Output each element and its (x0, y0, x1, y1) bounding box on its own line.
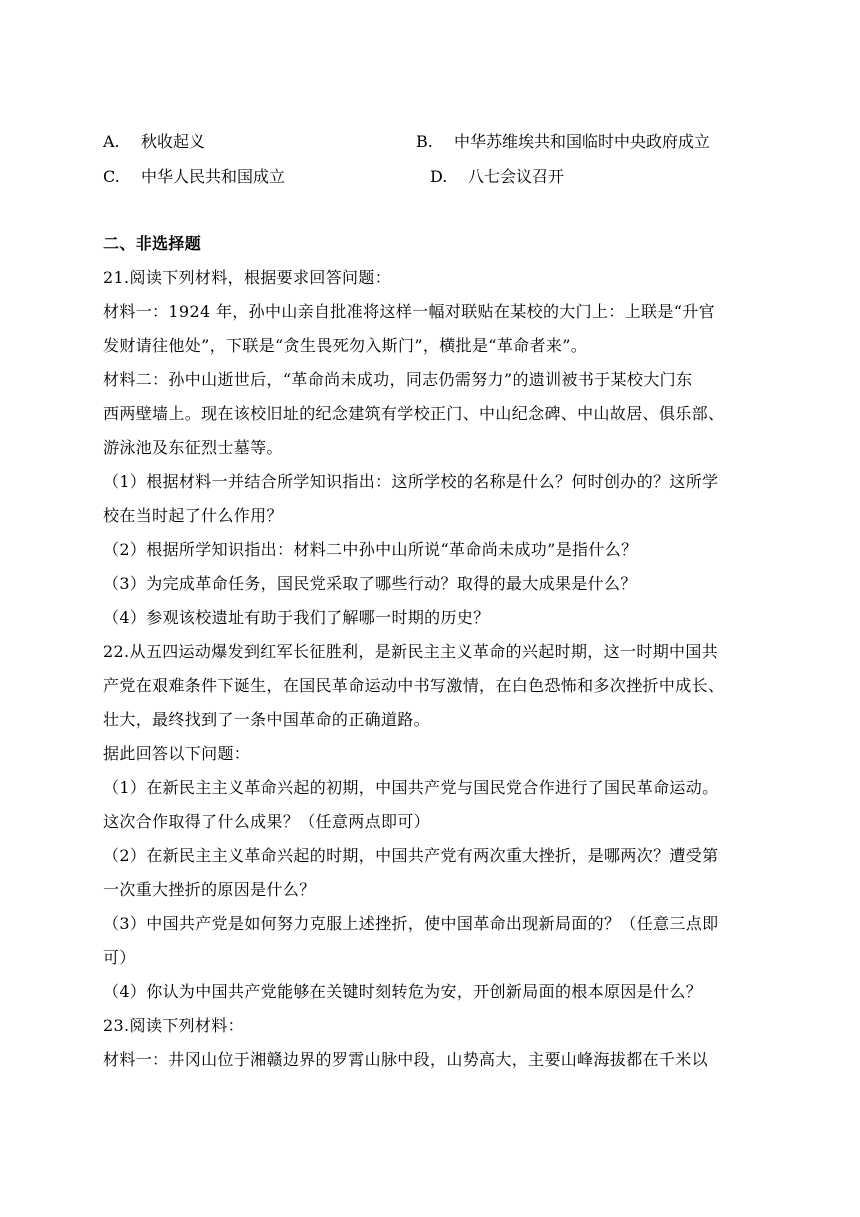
option-d-text: 八七会议召开 (468, 167, 565, 186)
option-b-text: 中华苏维埃共和国临时中央政府成立 (454, 132, 711, 151)
text-line: 21.阅读下列材料，根据要求回答问题： (103, 268, 392, 287)
option-a-text: 秋收起义 (141, 132, 206, 151)
option-b-key: B. (416, 132, 433, 151)
text-line: 校在当时起了什么作用？ (103, 506, 283, 525)
text-line: 这次合作取得了什么成果？（任意两点即可） (103, 812, 431, 831)
text-line: （3）中国共产党是如何努力克服上述挫折，使中国革命出现新局面的？（任意三点即 (103, 914, 719, 933)
text-line: 22.从五四运动爆发到红军长征胜利，是新民主主义革命的兴起时期，这一时期中国共 (103, 642, 719, 661)
option-a-key: A. (103, 132, 120, 151)
text-line: 一次重大挫折的原因是什么？ (103, 880, 316, 899)
option-c-text: 中华人民共和国成立 (141, 167, 286, 186)
option-c (103, 167, 285, 187)
text-line: 发财请往他处”，下联是“贪生畏死勿入斯门”，横批是“革命者来”。 (103, 336, 588, 355)
option-d (430, 167, 564, 187)
text-line: （4）你认为中国共产党能够在关键时刻转危为安，开创新局面的根本原因是什么？ (103, 982, 703, 1001)
text-line: 壮大，最终找到了一条中国革命的正确道路。 (103, 710, 431, 729)
option-a (103, 132, 205, 152)
text-line: 西两壁墙上。现在该校旧址的纪念建筑有学校正门、中山纪念碑、中山故居、俱乐部、 (103, 404, 725, 423)
text-line: 游泳池及东征烈士墓等。 (103, 438, 283, 457)
text-line: 可） (103, 948, 136, 967)
text-line: 据此回答以下问题： (103, 744, 251, 763)
text-line: （1）根据材料一并结合所学知识指出：这所学校的名称是什么？何时创办的？这所学 (103, 472, 719, 491)
text-line: （2）根据所学知识指出：材料二中孙中山所说“革命尚未成功”是指什么？ (103, 540, 638, 559)
text-line: 材料一：井冈山位于湘赣边界的罗霄山脉中段，山势高大，主要山峰海拔都在千米以 (103, 1050, 708, 1069)
text-line: 产党在艰难条件下诞生，在国民革命运动中书写激情，在白色恐怖和多次挫折中成长、 (103, 676, 725, 695)
text-line: 材料二：孙中山逝世后，“革命尚未成功，同志仍需努力”的遗训被书于某校大门东 (103, 370, 693, 389)
text-line: （4）参观该校遗址有助于我们了解哪一时期的历史？ (103, 608, 490, 627)
text-line: （1）在新民主主义革命兴起的初期，中国共产党与国民党合作进行了国民革命运动。 (103, 778, 719, 797)
option-b (416, 132, 710, 152)
text-line: （3）为完成革命任务，国民党采取了哪些行动？取得的最大成果是什么？ (103, 574, 637, 593)
text-line: （2）在新民主主义革命兴起的时期，中国共产党有两次重大挫折，是哪两次？遭受第 (103, 846, 719, 865)
text-line: 23.阅读下列材料： (103, 1016, 244, 1035)
section-title: 二、非选择题 (103, 234, 202, 253)
option-c-key: C. (103, 167, 120, 186)
option-d-key: D. (430, 167, 448, 186)
text-line: 材料一：1924 年，孙中山亲自批准将这样一幅对联贴在某校的大门上：上联是“升官 (103, 302, 715, 321)
